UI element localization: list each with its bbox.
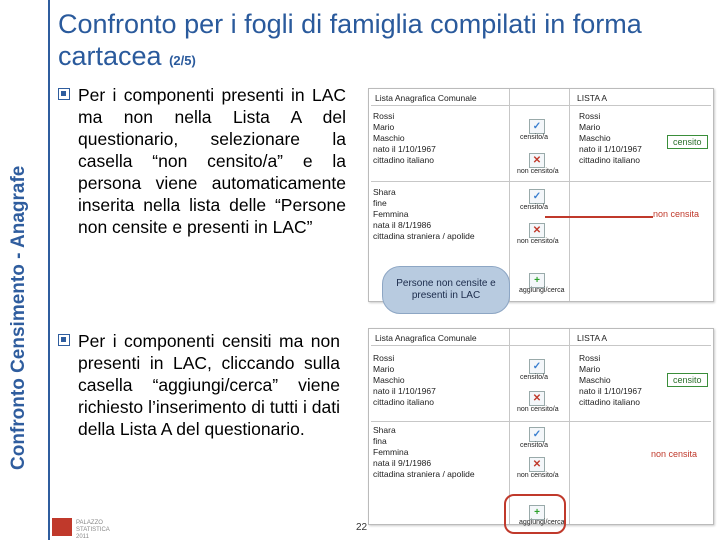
non-censito-checkbox-icon[interactable]: ✕ <box>529 223 545 238</box>
header-lac: Lista Anagrafica Comunale <box>375 333 477 343</box>
row-divider <box>371 105 711 106</box>
status-badge-censito: censito <box>667 373 708 387</box>
highlight-aggiungi-cerca <box>504 494 566 534</box>
censito-label: censito/a <box>520 442 549 449</box>
lista-a-person-1: Rossi Mario Maschio nato il 1/10/1967 cittadino italiano <box>579 353 642 407</box>
censito-checkbox-icon[interactable]: ✓ <box>529 359 545 374</box>
censito-checkbox-icon[interactable]: ✓ <box>529 427 545 442</box>
row-divider <box>371 421 711 422</box>
non-censito-checkbox-icon[interactable]: ✕ <box>529 457 545 472</box>
callout-persone-non-censite: Persone non censite e presenti in LAC <box>382 266 510 314</box>
header-lista-a: LISTA A <box>577 93 608 103</box>
bullet-2-text: Per i componenti censiti ma non presenti in LAC, cliccando sulla casella “aggiungi/cerca” viene richiesto l’inserimento di tutti i dati della Lista A del questionario. <box>78 331 340 439</box>
non-censito-label: non censito/a <box>517 168 559 175</box>
status-badge-non-censita: non censita <box>653 209 700 219</box>
page-title <box>58 8 698 77</box>
row-divider <box>371 181 711 182</box>
non-censito-label: non censito/a <box>517 406 559 413</box>
censito-label: censito/a <box>520 204 549 211</box>
header-lac: Lista Anagrafica Comunale <box>375 93 477 103</box>
aggiungi-cerca-label: aggiungi/cerca <box>519 287 565 294</box>
status-badge-censito: censito <box>667 135 708 149</box>
non-censito-checkbox-icon[interactable]: ✕ <box>529 391 545 406</box>
aggiungi-cerca-icon[interactable]: + <box>529 273 545 288</box>
lista-a-person-1: Rossi Mario Maschio nato il 1/10/1967 cittadino italiano <box>579 111 642 165</box>
logo <box>52 516 124 538</box>
bullet-1 <box>78 84 346 238</box>
censito-checkbox-icon[interactable]: ✓ <box>529 189 545 204</box>
bullet-2 <box>78 330 340 440</box>
checkbox-bullet-icon <box>58 88 70 100</box>
checkbox-bullet-icon <box>58 334 70 346</box>
lac-person-2: Shara fine Femmina nata il 8/1/1986 cittadina straniera / apolide <box>373 187 475 241</box>
non-censito-label: non censito/a <box>517 238 559 245</box>
row-divider <box>371 345 711 346</box>
censito-checkbox-icon[interactable]: ✓ <box>529 119 545 134</box>
col-divider <box>509 89 510 301</box>
page-number: 22 <box>356 522 368 533</box>
title-main: Confronto per i fogli di famiglia compilati in forma cartacea <box>58 9 642 71</box>
side-divider <box>48 0 50 540</box>
censito-label: censito/a <box>520 134 549 141</box>
header-lista-a: LISTA A <box>577 333 608 343</box>
aggiungi-cerca-label: aggiungi/cerca <box>519 519 565 526</box>
col-divider <box>569 89 570 301</box>
side-vertical-title: Confronto Censimento - Anagrafe <box>8 165 29 470</box>
col-divider <box>569 329 570 524</box>
title-counter: (2/5) <box>169 53 196 68</box>
bullet-1-text: Per i componenti presenti in LAC ma non nella Lista A del questionario, selezionare la casella “non censito/a” e la persona viene automaticamente inserita nella lista delle “Persone non censite e presenti in LAC” <box>78 85 346 237</box>
aggiungi-cerca-icon[interactable]: + <box>529 505 545 520</box>
side-bar <box>0 0 50 540</box>
connector-line <box>545 216 653 218</box>
logo-mark-icon <box>52 518 72 536</box>
lac-person-2: Shara fina Femmina nata il 9/1/1986 cittadina straniera / apolide <box>373 425 475 479</box>
logo-text: PALAZZO STATISTICA 2011 <box>76 520 110 540</box>
non-censito-checkbox-icon[interactable]: ✕ <box>529 153 545 168</box>
status-badge-non-censita: non censita <box>651 449 698 459</box>
lac-person-1: Rossi Mario Maschio nato il 1/10/1967 cittadino italiano <box>373 111 436 165</box>
non-censito-label: non censito/a <box>517 472 559 479</box>
lac-person-1: Rossi Mario Maschio nato il 1/10/1967 cittadino italiano <box>373 353 436 407</box>
censito-label: censito/a <box>520 374 549 381</box>
